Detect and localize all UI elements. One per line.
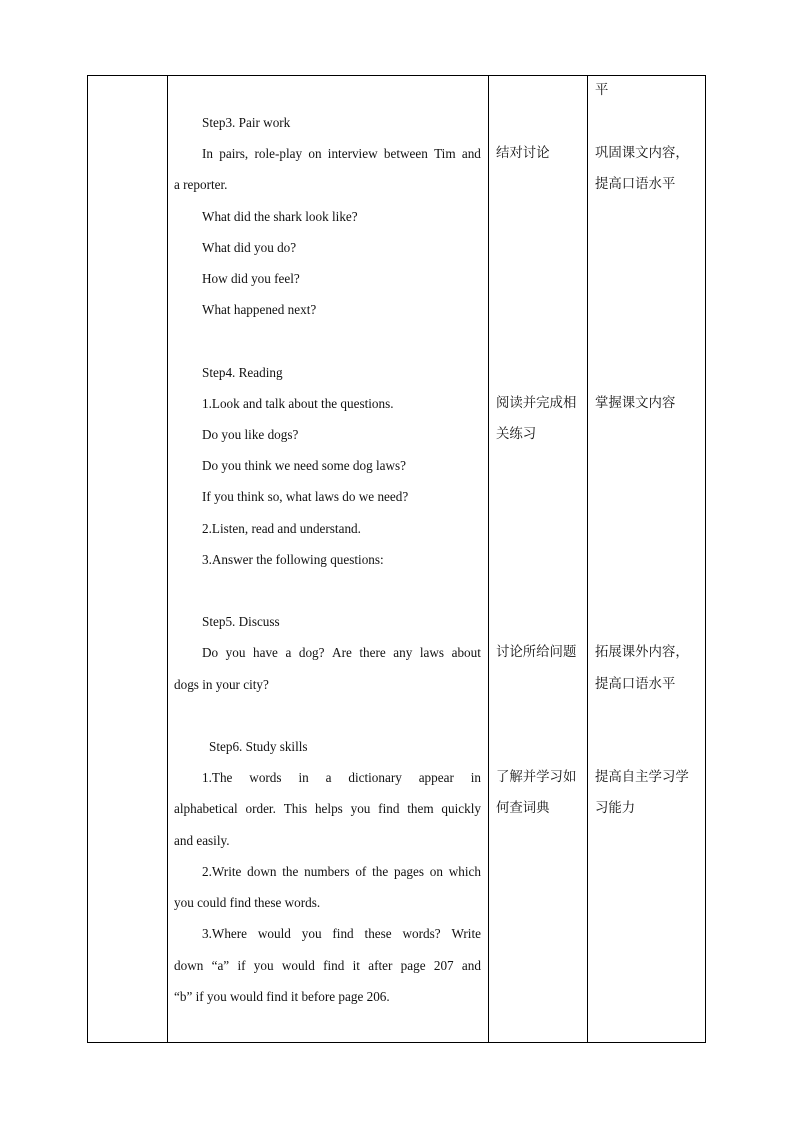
word: helps bbox=[314, 801, 343, 816]
word: role-play bbox=[254, 146, 303, 161]
word: would bbox=[257, 926, 291, 941]
word: in bbox=[298, 770, 309, 785]
word: page bbox=[400, 958, 426, 973]
step3-question: What did the shark look like? bbox=[202, 209, 358, 224]
step6-line bbox=[202, 770, 481, 786]
word: find bbox=[323, 958, 345, 973]
step6-line: you could find these words. bbox=[174, 895, 321, 910]
step3-line bbox=[202, 146, 481, 162]
word: and bbox=[461, 958, 481, 973]
column-divider-3 bbox=[587, 76, 588, 1042]
word: “a” bbox=[211, 958, 230, 973]
activity-dictionary: 何查词典 bbox=[496, 801, 550, 816]
step4-line: 3.Answer the following questions: bbox=[202, 552, 384, 567]
step4-question: Do you like dogs? bbox=[202, 427, 299, 442]
step6-heading: Step6. Study skills bbox=[209, 739, 308, 754]
step3-question: What did you do? bbox=[202, 240, 297, 255]
step6-line: “b” if you would find it before page 206. bbox=[174, 989, 390, 1004]
step3-question: What happened next? bbox=[202, 302, 317, 317]
word: the bbox=[372, 864, 389, 879]
step3-question: How did you feel? bbox=[202, 271, 300, 286]
step4-line: 2.Listen, read and understand. bbox=[202, 521, 361, 536]
word: laws bbox=[419, 645, 445, 660]
step5-line: dogs in your city? bbox=[174, 677, 269, 692]
word: Do bbox=[202, 645, 219, 660]
word: if bbox=[237, 958, 246, 973]
word: down bbox=[174, 958, 204, 973]
word: which bbox=[448, 864, 481, 879]
purpose-consolidate: 巩固课文内容， bbox=[595, 146, 689, 161]
word: them bbox=[407, 801, 434, 816]
purpose-consolidate: 提高口语水平 bbox=[595, 177, 676, 192]
word: any bbox=[393, 645, 413, 660]
word: find bbox=[332, 926, 354, 941]
word: This bbox=[283, 801, 308, 816]
word: you bbox=[350, 801, 371, 816]
word: quickly bbox=[441, 801, 481, 816]
word: Write bbox=[451, 926, 481, 941]
word: you bbox=[225, 645, 246, 660]
activity-dictionary: 了解并学习如 bbox=[496, 770, 577, 785]
word: 207 bbox=[433, 958, 454, 973]
word: alphabetical bbox=[174, 801, 238, 816]
word: it bbox=[352, 958, 360, 973]
word: pages bbox=[393, 864, 424, 879]
word: pairs, bbox=[219, 146, 249, 161]
activity-pair-discussion: 结对讨论 bbox=[496, 146, 550, 161]
step5-heading: Step5. Discuss bbox=[202, 614, 280, 629]
step6-line bbox=[202, 926, 481, 942]
step6-line bbox=[202, 864, 481, 880]
step6-line bbox=[174, 801, 481, 817]
step3-heading: Step3. Pair work bbox=[202, 115, 291, 130]
word: after bbox=[368, 958, 393, 973]
word: of bbox=[355, 864, 367, 879]
word: Tim bbox=[434, 146, 456, 161]
word: on bbox=[429, 864, 443, 879]
word: there bbox=[359, 645, 386, 660]
word: dictionary bbox=[348, 770, 402, 785]
word: interview bbox=[327, 146, 378, 161]
word: a bbox=[285, 645, 292, 660]
word: you bbox=[301, 926, 322, 941]
word: you bbox=[253, 958, 274, 973]
word: words? bbox=[402, 926, 441, 941]
word: find bbox=[378, 801, 400, 816]
word: down bbox=[247, 864, 277, 879]
step4-question: Do you think we need some dog laws? bbox=[202, 458, 407, 473]
purpose-self-study: 习能力 bbox=[595, 801, 636, 816]
word: In bbox=[202, 146, 213, 161]
word: a bbox=[325, 770, 332, 785]
purpose-expand: 提高口语水平 bbox=[595, 677, 676, 692]
word: 3.Where bbox=[202, 926, 248, 941]
word: Are bbox=[332, 645, 352, 660]
column-divider-1 bbox=[167, 76, 168, 1042]
column-divider-2 bbox=[488, 76, 489, 1042]
word: and bbox=[461, 146, 481, 161]
word: 1.The bbox=[202, 770, 233, 785]
word: the bbox=[282, 864, 299, 879]
purpose-master-text: 掌握课文内容 bbox=[595, 396, 676, 411]
word: on bbox=[308, 146, 322, 161]
step3-line: a reporter. bbox=[174, 177, 228, 192]
purpose-expand: 拓展课外内容， bbox=[595, 645, 689, 660]
step4-line: 1.Look and talk about the questions. bbox=[202, 396, 394, 411]
word: appear bbox=[418, 770, 454, 785]
activity-discuss: 讨论所给问题 bbox=[496, 645, 577, 660]
step6-line: and easily. bbox=[174, 833, 230, 848]
word: between bbox=[383, 146, 428, 161]
word: in bbox=[470, 770, 481, 785]
word: 2.Write bbox=[202, 864, 242, 879]
step6-line bbox=[174, 958, 481, 974]
step4-heading: Step4. Reading bbox=[202, 365, 283, 380]
step4-question: If you think so, what laws do we need? bbox=[202, 489, 409, 504]
word: would bbox=[281, 958, 315, 973]
word: words bbox=[249, 770, 282, 785]
activity-reading: 阅读并完成相 bbox=[496, 396, 577, 411]
purpose-continued: 平 bbox=[595, 83, 609, 98]
word: numbers bbox=[304, 864, 350, 879]
word: have bbox=[253, 645, 278, 660]
word: about bbox=[451, 645, 481, 660]
word: these bbox=[364, 926, 392, 941]
activity-reading: 关练习 bbox=[496, 427, 537, 442]
word: order. bbox=[245, 801, 276, 816]
word: dog? bbox=[298, 645, 325, 660]
step5-line bbox=[202, 645, 481, 661]
purpose-self-study: 提高自主学习学 bbox=[595, 770, 689, 785]
